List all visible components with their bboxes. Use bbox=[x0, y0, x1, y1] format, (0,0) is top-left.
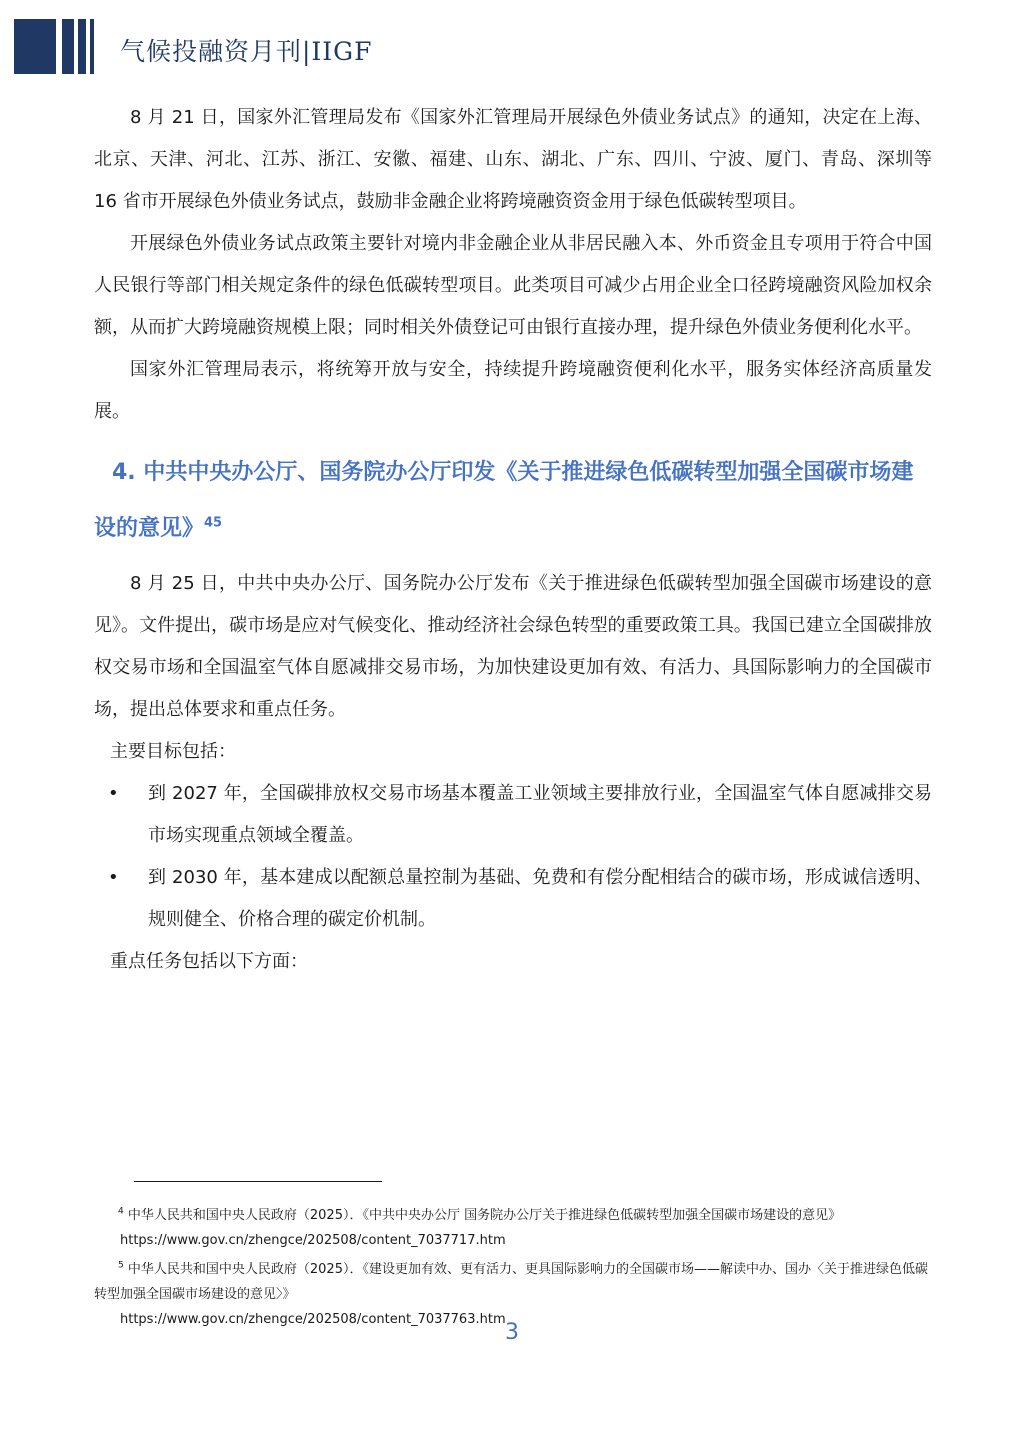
goals-list bbox=[94, 773, 932, 941]
goal-text: 到 2030 年，基本建成以配额总量控制为基础、免费和有偿分配相结合的碳市场，形成诚信透明、规则健全、价格合理的碳定价机制。 bbox=[148, 867, 932, 930]
footnote-url[interactable]: https://www.gov.cn/zhengce/202508/content_7037717.htm bbox=[120, 1233, 506, 1249]
footnote bbox=[94, 1253, 936, 1306]
paragraph: 开展绿色外债业务试点政策主要针对境内非金融企业从非居民融入本、外币资金且专项用于符合中国人民银行等部门相关规定条件的绿色低碳转型项目。此类项目可减少占用企业全口径跨境融资风险加权余额，从而扩大跨境融资规模上限；同时相关外债登记可由银行直接办理，提升绿色外债业务便利化水平。 bbox=[94, 233, 932, 338]
footnote-text: 中华人民共和国中央人民政府（2025）．《中共中央办公厅 国务院办公厅关于推进绿色低碳转型加强全国碳市场建设的意见》 bbox=[127, 1208, 842, 1224]
tasks-label: 重点任务包括以下方面： bbox=[110, 951, 308, 972]
header-bar bbox=[90, 19, 94, 74]
goal-text: 到 2027 年，全国碳排放权交易市场基本覆盖工业领域主要排放行业，全国温室气体自愿减排交易市场实现重点领域全覆盖。 bbox=[148, 783, 932, 846]
goals-label: 主要目标包括： bbox=[110, 741, 236, 762]
section-heading bbox=[94, 445, 932, 557]
footnote-mark: 5 bbox=[118, 1260, 124, 1271]
footnote-text: 中华人民共和国中央人民政府（2025）．《建设更加有效、更有活力、更具国际影响力的全国碳市场——解读中办、国办〈关于推进绿色低碳转型加强全国碳市场建设的意见〉》 bbox=[94, 1261, 928, 1302]
footnote bbox=[94, 1200, 936, 1228]
header-bar bbox=[62, 19, 74, 74]
footnote-ref[interactable]: 45 bbox=[204, 515, 223, 531]
header-title: 气候投融资月刊|IIGF bbox=[120, 37, 373, 66]
paragraph: 8 月 21 日，国家外汇管理局发布《国家外汇管理局开展绿色外债业务试点》的通知，决定在上海、北京、天津、河北、江苏、浙江、安徽、福建、山东、湖北、广东、四川、宁波、厦门、青岛、深圳等 16 省市开展绿色外债业务试点，鼓励非金融企业将跨境融资资金用于绿色低碳转型项目。 bbox=[94, 107, 932, 212]
header-bar bbox=[78, 19, 86, 74]
footnote-mark: 4 bbox=[118, 1207, 124, 1217]
section-intro: 8 月 25 日，中共中央办公厅、国务院办公厅发布《关于推进绿色低碳转型加强全国碳市场建设的意见》。文件提出，碳市场是应对气候变化、推动经济社会绿色转型的重要政策工具。我国已建立全国碳排放权交易市场和全国温室气体自愿减排交易市场，为加快建设更加有效、有活力、具国际影响力的全国碳市场，提出总体要求和重点任务。 bbox=[94, 573, 932, 720]
bullet-icon: • bbox=[108, 783, 119, 804]
paragraph: 国家外汇管理局表示，将统筹开放与安全，持续提升跨境融资便利化水平，服务实体经济高质量发展。 bbox=[94, 359, 932, 422]
footnote-divider bbox=[134, 1181, 382, 1182]
footnote-url[interactable]: https://www.gov.cn/zhengce/202508/content_7037763.htm bbox=[120, 1311, 506, 1327]
section-heading-text: 4. 中共中央办公厅、国务院办公厅印发《关于推进绿色低碳转型加强全国碳市场建设的意见》 bbox=[94, 460, 914, 541]
bullet-icon: • bbox=[108, 867, 119, 888]
main-content bbox=[94, 97, 932, 983]
list-item bbox=[94, 857, 932, 941]
page-number: 3 bbox=[505, 1320, 519, 1345]
header-bar-wide bbox=[14, 19, 56, 74]
footnotes bbox=[94, 1200, 936, 1332]
list-item bbox=[94, 773, 932, 857]
